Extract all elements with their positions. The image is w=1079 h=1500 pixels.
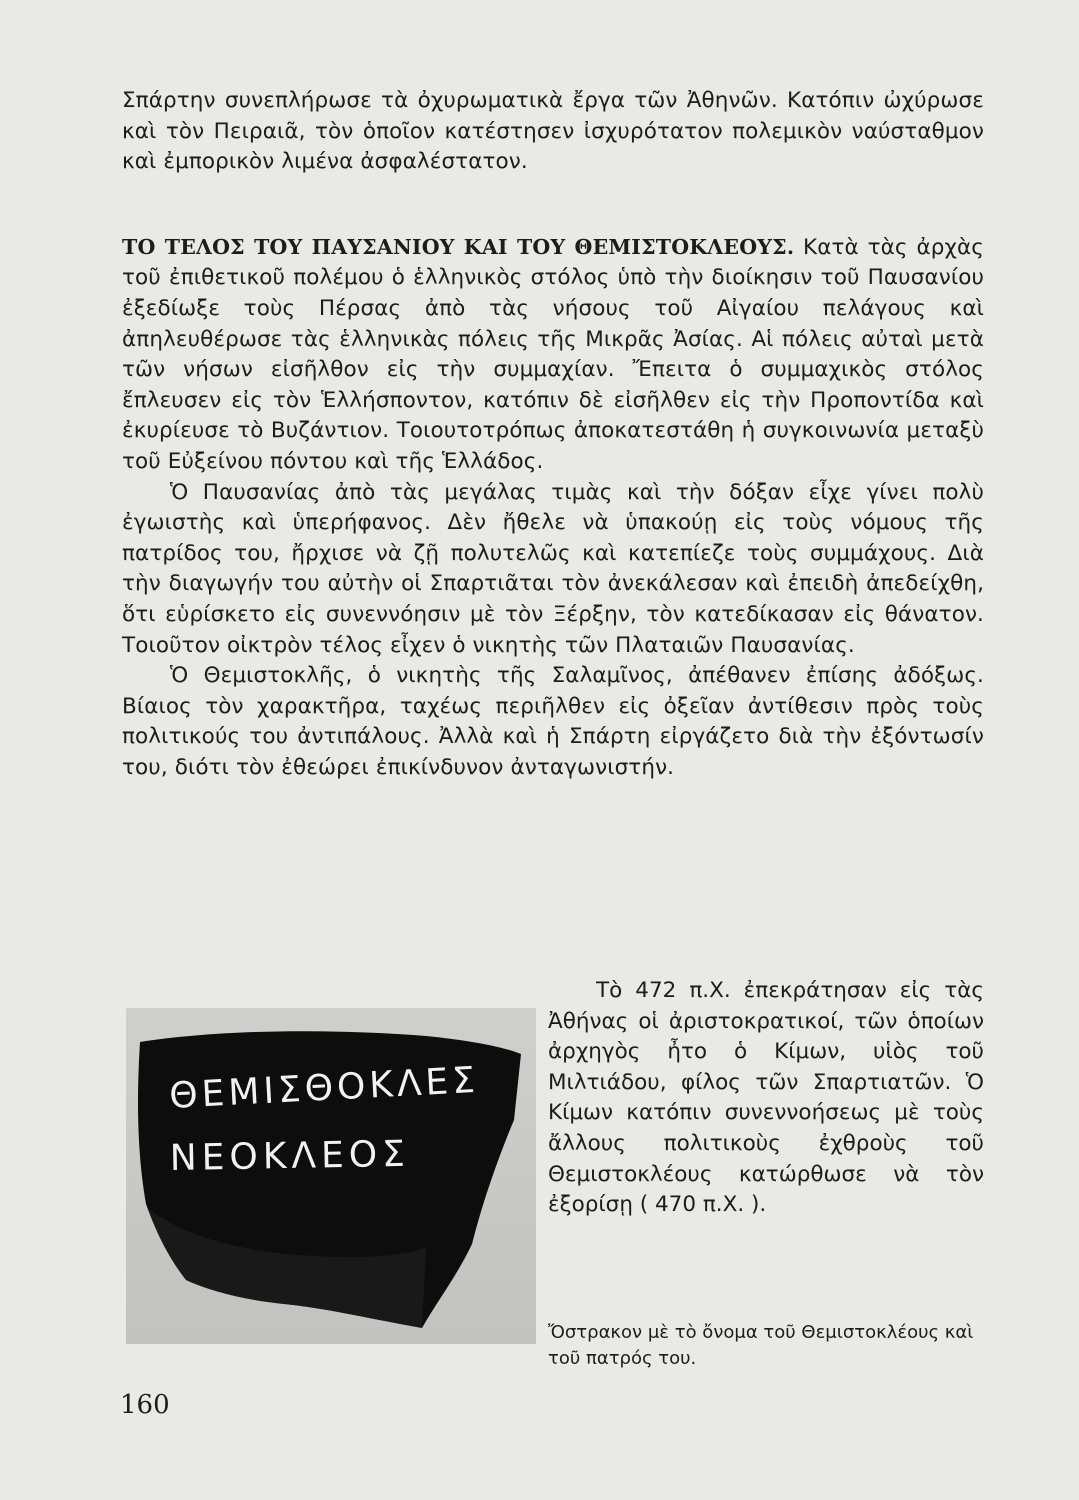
page-number: 160: [120, 1390, 170, 1420]
section-paragraph-4: Τὸ 472 π.Χ. ἐπεκράτησαν εἰς τὰς Ἀθήνας οἱ ἀριστοκρατικοί, τῶν ὁποίων ἀρχηγὸς ἦτο ὁ Κίμων, υἱὸς τοῦ Μιλτιάδου, φίλος τῶν Σπαρτιατῶν. Ὁ Κίμων κατόπιν συνεννοήσεως μὲ τοὺς ἄλλους πολιτικοὺς ἐχθροὺς τοῦ Θεμιστοκλέους κατώρθωσε νὰ τὸν ἐξορίσῃ ( 470 π.Χ. ).: [548, 978, 984, 1218]
ostracon-image: [126, 1008, 536, 1344]
section-heading: ΤΟ ΤΕΛΟΣ ΤΟΥ ΠΑΥΣΑΝΙΟΥ ΚΑΙ ΤΟΥ ΘΕΜΙΣΤΟΚΛΕΟΥΣ.: [122, 234, 795, 259]
ostracon-inscription-line-1: ΘΕΜΙΣΘΟΚΛΕΣ: [168, 1059, 480, 1117]
section-end-of-pausanias-and-themistocles: [122, 232, 984, 784]
section-paragraph-2: Ὁ Παυσανίας ἀπὸ τὰς μεγάλας τιμὰς καὶ τὴν δόξαν εἶχε γίνει πολὺ ἐγωιστὴς καὶ ὑπερήφανος. Δὲν ἤθελε νὰ ὑπακούῃ εἰς τοὺς νόμους τῆς πατρίδος του, ἤρχισε νὰ ζῇ πολυτελῶς καὶ κατεπίεζε τοὺς συμμάχους. Διὰ τὴν διαγωγήν του αὐτὴν οἱ Σπαρτιᾶται τὸν ἀνεκάλεσαν καὶ ἐπειδὴ ἀπεδείχθη, ὅτι εὑρίσκετο εἰς συνεννόησιν μὲ τὸν Ξέρξην, τὸν κατεδίκασαν εἰς θάνατον. Τοιοῦτον οἰκτρὸν τέλος εἶχεν ὁ νικητὴς τῶν Πλαταιῶν Παυσανίας.: [122, 479, 984, 658]
ostracon-photo: [126, 1008, 536, 1344]
section-paragraph-3: Ὁ Θεμιστοκλῆς, ὁ νικητὴς τῆς Σαλαμῖνος, ἀπέθανεν ἐπίσης ἀδόξως. Βίαιος τὸν χαρακτῆρα, ταχέως περιῆλθεν εἰς ὀξεῖαν ἀντίθεσιν πρὸς τοὺς πολιτικούς του ἀντιπάλους. Ἀλλὰ καὶ ἡ Σπάρτη εἰργάζετο διὰ τὴν ἐξόντωσίν του, διότι τὸν ἐθεώρει ἐπικίνδυνον ἀνταγωνιστήν.: [122, 663, 984, 780]
right-column-text: [548, 976, 984, 1221]
figure-caption: Ὄστρακον μὲ τὸ ὄνομα τοῦ Θεμιστοκλέους καὶ τοῦ πατρός του.: [548, 1322, 974, 1369]
intro-paragraph: Σπάρτην συνεπλήρωσε τὰ ὀχυρωματικὰ ἔργα τῶν Ἀθηνῶν. Κατόπιν ὠχύρωσε καὶ τὸν Πειραιᾶ, τὸν ὁποῖον κατέστησεν ἰσχυρότατον πολεμικὸν ναύσταθμον καὶ ἐμπορικὸν λιμένα ἀσφαλέστατον.: [122, 88, 984, 175]
ostracon-inscription-line-2: ΝΕΟΚΛΕΟΣ: [169, 1133, 411, 1179]
page-body: [122, 86, 984, 783]
section-paragraph-1: [122, 232, 984, 478]
section-paragraph-1-text: Κατὰ τὰς ἀρχὰς τοῦ ἐπιθετικοῦ πολέμου ὁ ἑλληνικὸς στόλος ὑπὸ τὴν διοίκησιν τοῦ Παυσανίου ἐξεδίωξε τοὺς Πέρσας ἀπὸ τὰς νήσους τοῦ Αἰγαίου πελάγους καὶ ἀπηλευθέρωσε τὰς ἑλληνικὰς πόλεις τῆς Μικρᾶς Ἀσίας. Αἱ πόλεις αὐταὶ μετὰ τῶν νήσων εἰσῆλθον εἰς τὴν συμμαχίαν. Ἔπειτα ὁ συμμαχικὸς στόλος ἔπλευσεν εἰς τὸν Ἑλλήσποντον, κατόπιν δὲ εἰσῆλθεν εἰς τὴν Προποντίδα καὶ ἐκυρίευσε τὸ Βυζάντιον. Τοιουτοτρόπως ἀποκατεστάθη ἡ συγκοινωνία μεταξὺ τοῦ Εὐξείνου πόντου καὶ τῆς Ἑλλάδος.: [122, 234, 984, 474]
figure-and-text-block: [122, 976, 984, 1396]
